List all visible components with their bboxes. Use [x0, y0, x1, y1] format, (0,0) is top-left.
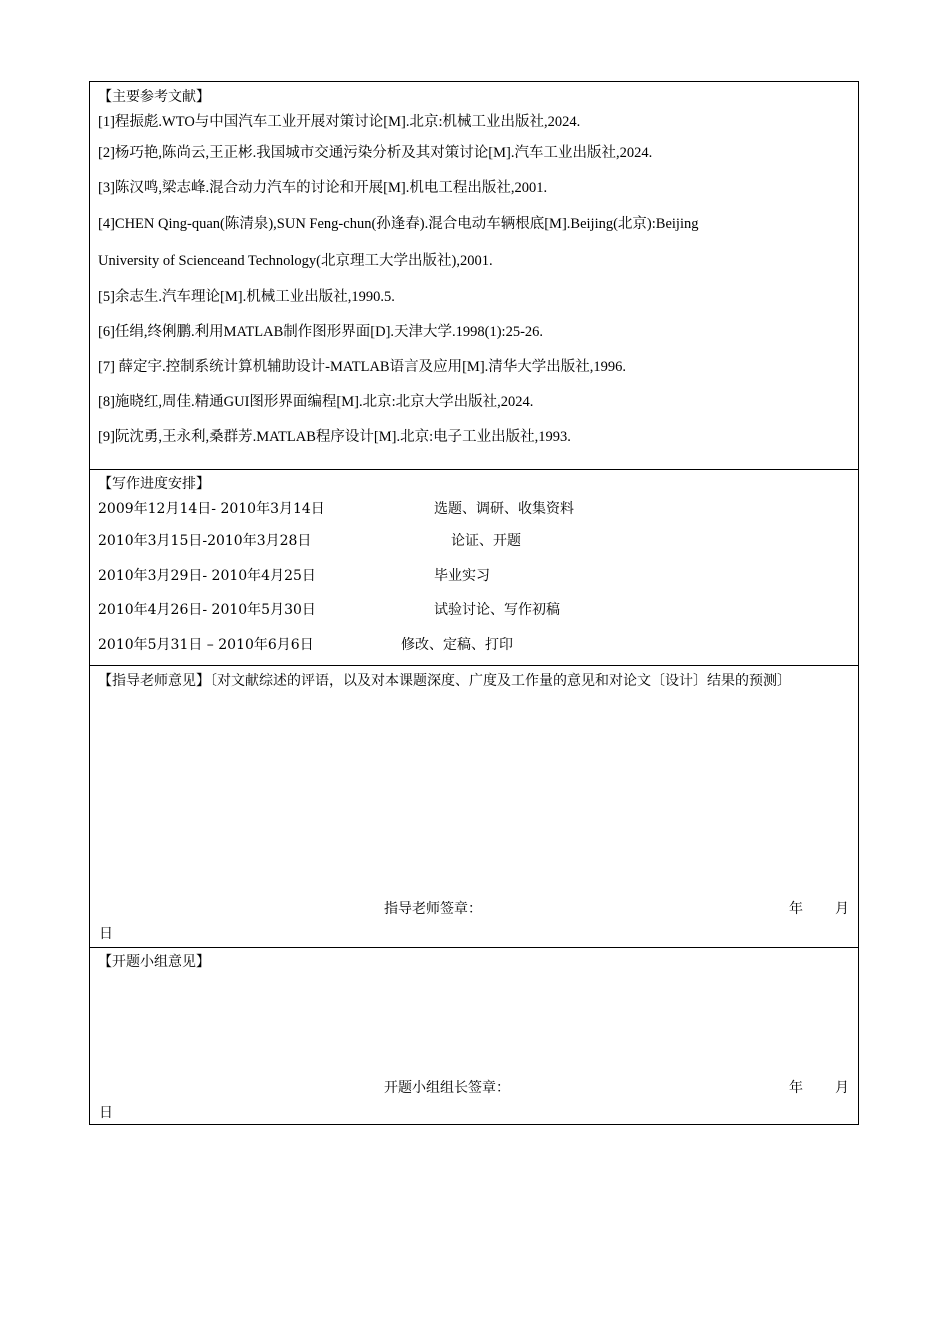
schedule-task: 论证、开题 — [451, 533, 521, 549]
group-opinion-section — [90, 950, 858, 1124]
schedule-row — [90, 496, 858, 526]
group-signature-month: 月 — [835, 1080, 849, 1096]
schedule-date: 2009年12月14日- 2010年3月14日 — [98, 501, 325, 517]
reference-item: [7] 薛定宇.控制系统计算机辅助设计-MATLAB语言及应用[M].清华大学出版社,1996. — [98, 359, 627, 375]
reference-list — [90, 108, 858, 455]
schedule-date: 2010年4月26日- 2010年5月30日 — [98, 602, 316, 618]
reference-item-continued: University of Scienceand Technology(北京理工大学出版社),2001. — [98, 253, 493, 269]
reference-item: [9]阮沈勇,王永利,桑群芳.MATLAB程序设计[M].北京:电子工业出版社,1993. — [98, 429, 571, 445]
schedule-date: 2010年3月15日-2010年3月28日 — [98, 533, 312, 549]
schedule-date: 2010年3月29日- 2010年4月25日 — [98, 567, 316, 584]
schedule-task: 修改、定稿、打印 — [401, 636, 513, 653]
reference-item: [4]CHEN Qing-quan(陈清泉),SUN Feng-chun(孙逢春).混合电动车辆根底[M].Beijing(北京):Beijing — [98, 216, 699, 232]
reference-item: [2]杨巧艳,陈尚云,王正彬.我国城市交通污染分析及其对策讨论[M].汽车工业出版社,2024. — [98, 145, 653, 161]
group-opinion-heading: 【开题小组意见】 — [98, 954, 210, 970]
schedule-task: 选题、调研、收集资料 — [434, 501, 574, 517]
schedule-row — [90, 526, 858, 561]
group-signature-label: 开题小组组长签章： — [384, 1080, 510, 1096]
advisor-opinion-section — [90, 670, 858, 948]
references-section — [90, 85, 858, 470]
schedule-row — [90, 630, 858, 665]
schedule-task: 毕业实习 — [434, 567, 490, 584]
schedule-date: 2010年5月31日 – 2010年6月6日 — [98, 636, 314, 653]
references-heading: 【主要参考文献】 — [98, 89, 210, 105]
reference-item: [5]余志生.汽车理论[M].机械工业出版社,1990.5. — [98, 289, 395, 305]
advisor-opinion-heading: 【指导老师意见】〔对文献综述的评语，以及对本课题深度、广度及工作量的意见和对论文〔设计〕结果的预测〕 — [98, 673, 791, 689]
reference-item: [3]陈汉鸣,梁志峰.混合动力汽车的讨论和开展[M].机电工程出版社,2001. — [98, 180, 548, 196]
advisor-signature-year: 年 — [789, 901, 803, 917]
reference-item: [1]程振彪.WTO与中国汽车工业开展对策讨论[M].北京:机械工业出版社,2024. — [98, 114, 581, 130]
schedule-row — [90, 595, 858, 630]
advisor-signature-month: 月 — [835, 901, 849, 917]
schedule-section — [90, 472, 858, 666]
group-signature-year: 年 — [789, 1080, 803, 1096]
schedule-row — [90, 561, 858, 596]
advisor-signature-day: 日 — [99, 926, 113, 942]
schedule-task: 试验讨论、写作初稿 — [434, 602, 560, 618]
reference-item: [8]施晓红,周佳.精通GUI图形界面编程[M].北京:北京大学出版社,2024. — [98, 394, 534, 410]
proposal-form-table — [89, 81, 859, 1125]
schedule-heading: 【写作进度安排】 — [98, 476, 210, 492]
group-signature-day: 日 — [99, 1105, 113, 1121]
reference-item: [6]任绢,终俐鹏.利用MATLAB制作图形界面[D].天津大学.1998(1):25-26. — [98, 324, 544, 340]
advisor-signature-label: 指导老师签章： — [384, 901, 482, 917]
